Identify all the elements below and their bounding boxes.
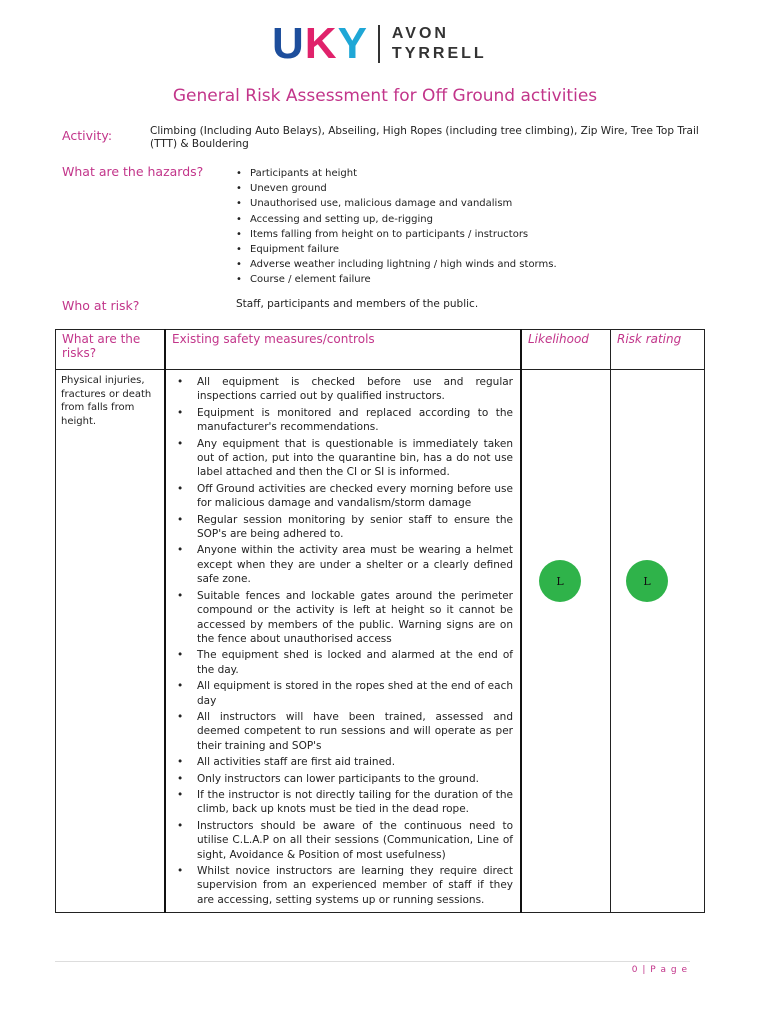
logo-letter-y: Y [337, 19, 368, 68]
table-row [56, 370, 705, 913]
control-item: • Equipment is monitored and replaced according to the manufacturer's recommendations. [173, 406, 513, 435]
hazards-label: What are the hazards? [62, 164, 204, 179]
control-item: • Any equipment that is questionable is immediately taken out of action, put into the quarantine bin, has a do not use label attached and then the CI or SI is informed. [173, 437, 513, 480]
header-risks: What are the risks? [56, 330, 166, 370]
page-title: General Risk Assessment for Off Ground activities [172, 86, 598, 106]
hazard-item: • Accessing and setting up, de-rigging [236, 212, 557, 227]
header-risk-rating: Risk rating [611, 330, 705, 370]
hazard-item: • Items falling from height on to participants / instructors [236, 227, 557, 242]
likelihood-cell [521, 370, 611, 913]
logo [272, 19, 487, 68]
risk-description: Physical injuries, fractures or death from falls from height. [56, 370, 166, 913]
controls-cell [165, 370, 521, 913]
rating-cell [611, 370, 705, 913]
table-header-row [56, 330, 705, 370]
footer-divider [55, 961, 690, 962]
page-number: 0 | P a g e [631, 965, 688, 975]
hazards-list [236, 166, 557, 288]
control-item: • Suitable fences and lockable gates around the perimeter compound or the activity is left at height so it cannot be accessed by members of the public. Warning signs are on the fence about unauthorised access [173, 589, 513, 647]
logo-line-1: AVON [391, 25, 449, 42]
control-item: • Only instructors can lower participants to the ground. [173, 772, 513, 786]
who-text: Staff, participants and members of the public. [236, 298, 479, 310]
likelihood-badge: L [539, 560, 581, 602]
risk-rating-badge: L [626, 560, 668, 602]
control-item: • Regular session monitoring by senior staff to ensure the SOP's are being adhered to. [173, 513, 513, 542]
control-item: • All equipment is stored in the ropes shed at the end of each day [173, 679, 513, 708]
control-item: • Off Ground activities are checked every morning before use for malicious damage and vandalism/storm damage [173, 482, 513, 511]
activity-text: Climbing (Including Auto Belays), Abseiling, High Ropes (including tree climbing), Zip Wire, Tree Top Trail (TTT) & Bouldering [150, 125, 699, 150]
header-likelihood: Likelihood [521, 330, 611, 370]
control-item: • All equipment is checked before use and regular inspections carried out by qualified instructors. [173, 375, 513, 404]
logo-line-2: TYRRELL [391, 45, 487, 62]
control-item: • Anyone within the activity area must be wearing a helmet except when they are under a shelter or a clearly defined safe zone. [173, 543, 513, 586]
activity-label: Activity: [62, 128, 113, 143]
control-item: • All activities staff are first aid trained. [173, 755, 513, 769]
hazard-item: • Equipment failure [236, 242, 557, 257]
logo-uky [272, 19, 368, 68]
header-controls: Existing safety measures/controls [165, 330, 521, 370]
logo-letter-k: K [304, 19, 338, 68]
logo-letter-u: U [272, 19, 305, 68]
control-item: • All instructors will have been trained, assessed and deemed competent to run sessions and will operate as per their training and SOP's [173, 710, 513, 753]
hazard-item: • Participants at height [236, 166, 557, 181]
logo-text [392, 24, 487, 64]
hazard-item: • Course / element failure [236, 272, 557, 287]
logo-divider [378, 25, 380, 63]
control-item: • Whilst novice instructors are learning they require direct supervision from an experienced member of staff if they are accessing, setting systems up or running sessions. [173, 864, 513, 907]
risk-table [55, 329, 705, 913]
who-label: Who at risk? [62, 298, 140, 313]
hazard-item: • Uneven ground [236, 181, 557, 196]
controls-list [167, 371, 519, 911]
control-item: • The equipment shed is locked and alarmed at the end of the day. [173, 648, 513, 677]
control-item: • If the instructor is not directly tailing for the duration of the climb, back up knots must be tied in the dead rope. [173, 788, 513, 817]
hazard-item: • Unauthorised use, malicious damage and vandalism [236, 196, 557, 211]
hazard-item: • Adverse weather including lightning / high winds and storms. [236, 257, 557, 272]
control-item: • Instructors should be aware of the continuous need to utilise C.L.A.P on all their sessions (Communication, Line of sight, Avoidance & Position of most usefulness) [173, 819, 513, 862]
